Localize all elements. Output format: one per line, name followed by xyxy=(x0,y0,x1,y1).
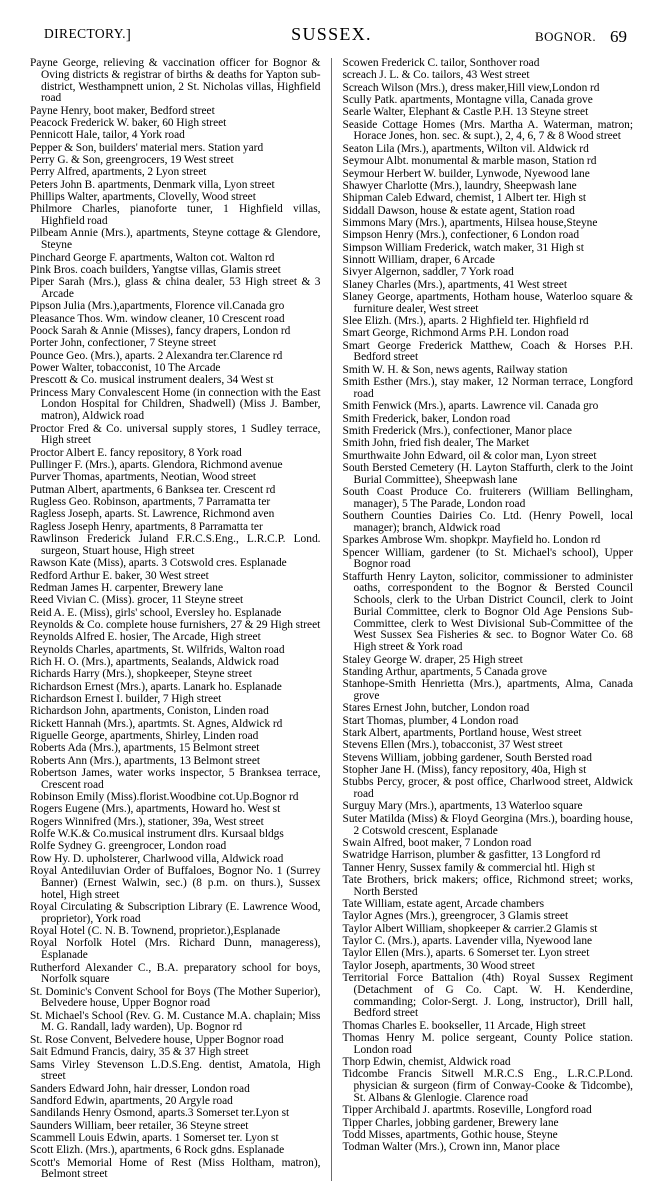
directory-entry: Robertson James, water works inspector, 5 Branksea terrace, Crescent road xyxy=(30,767,321,791)
directory-entry: South Bersted Cemetery (H. Layton Staffurth, clerk to the Joint Burial Committee), Sheepwash lane xyxy=(342,461,633,486)
directory-entry: Slaney George, apartments, Hotham house, Waterloo square & furniture dealer, West street xyxy=(342,290,633,315)
directory-entry: Siddall Dawson, house & estate agent, Station road xyxy=(342,204,575,217)
directory-entry: Redford Arthur E. baker, 30 West street xyxy=(30,569,209,582)
directory-entry: Rawson Kate (Miss), aparts. 3 Cotswold cres. Esplanade xyxy=(30,557,287,570)
directory-entry: Reid A. E. (Miss), girls' school, Eversley ho. Esplanade xyxy=(30,606,282,619)
directory-entry: Taylor Ellen (Mrs.), aparts. 6 Somerset ter. Lyon street xyxy=(342,947,590,960)
directory-entry: Surguy Mary (Mrs.), apartments, 13 Waterloo square xyxy=(342,800,583,813)
directory-entry: Power Walter, tobacconist, 10 The Arcade xyxy=(30,362,221,375)
directory-entry: Thorp Edwin, chemist, Aldwick road xyxy=(342,1056,511,1069)
directory-entry: Rogers Winnifred (Mrs.), stationer, 39a, West street xyxy=(30,815,264,828)
directory-entry: Reed Vivian C. (Miss). grocer, 11 Steyne street xyxy=(30,594,244,607)
directory-entry: Richardson Ernest I. builder, 7 High street xyxy=(30,692,222,705)
directory-entry: Staffurth Henry Layton, solicitor, commissioner to administer oaths, correspondent to the Bognor & Bersted Council Schools, clerk to the Urban District Council, clerk to Joint Burial Committee, clerk to Bognor Old Age Pensions Sub-Committee, clerk to West Divisional Sub-Committee of the West Sussex Sea Fisheries & sec. to Bognor Water Co. 68 High street & York road xyxy=(342,570,633,654)
directory-entry: Putman Albert, apartments, 6 Banksea ter. Crescent rd xyxy=(30,483,276,496)
directory-entry: Richards Harry (Mrs.), shopkeeper, Steyne street xyxy=(30,668,252,681)
directory-entry: Pinchard George F. apartments, Walton cot. Walton rd xyxy=(30,251,275,264)
directory-entry: Swain Alfred, boot maker, 7 London road xyxy=(342,836,532,849)
directory-entry: Ragless Joseph, aparts. St. Lawrence, Richmond aven xyxy=(30,508,275,521)
directory-entry: Stevens William, jobbing gardener, South Bersted road xyxy=(342,751,592,764)
directory-entry: Proctor Albert E. fancy repository, 8 York road xyxy=(30,446,242,459)
directory-entry: Philmore Charles, pianoforte tuner, 1 Highfield villas, Highfield road xyxy=(30,203,321,228)
directory-entry: Pullinger F. (Mrs.), aparts. Glendora, Richmond avenue xyxy=(30,459,283,471)
directory-entry: Staley George W. draper, 25 High street xyxy=(342,653,523,666)
directory-entry: Sandilands Henry Osmond, aparts.3 Somerset ter.Lyon st xyxy=(30,1107,290,1120)
directory-entry: Stark Albert, apartments, Portland house, West street xyxy=(342,727,582,739)
directory-entry: Smith Fenwick (Mrs.), aparts. Lawrence vil. Canada gro xyxy=(342,400,599,413)
directory-entry: Thomas Henry M. police sergeant, County Police station. London road xyxy=(342,1032,633,1056)
directory-entry: Stopher Jane H. (Miss), fancy repository, 40a, High st xyxy=(342,764,587,777)
directory-entry: Smurthwaite John Edward, oil & color man, Lyon street xyxy=(342,449,597,462)
directory-entry: Rawlinson Frederick Juland F.R.C.S.Eng., L.R.C.P. Lond. surgeon, Stuart house, High street xyxy=(30,533,321,557)
running-head-place: BOGNOR. xyxy=(535,29,596,44)
directory-entry: Riguelle George, apartments, Shirley, Linden road xyxy=(30,729,259,742)
directory-entry: Saunders William, beer retailer, 36 Steyne street xyxy=(30,1119,249,1132)
directory-entry: Peacock Frederick W. baker, 60 High street xyxy=(30,116,227,129)
directory-entry: Smith John, fried fish dealer, The Market xyxy=(342,437,530,450)
directory-column-left xyxy=(30,58,332,1181)
directory-entry: Payne Henry, boot maker, Bedford street xyxy=(30,104,215,117)
directory-entry: Smart George Frederick Matthew, Coach & Horses P.H. Bedford street xyxy=(342,339,633,364)
directory-entry: Reynolds Charles, apartments, St. Wilfrids, Walton road xyxy=(30,643,285,656)
directory-entry: Royal Antediluvian Order of Buffaloes, Bognor No. 1 (Surrey Banner) (Ernest Walwin, sec.) (8 p.m. on thurs.), Sussex hotel, High street xyxy=(30,865,321,901)
directory-entry: Richardson Ernest (Mrs.), aparts. Lanark ho. Esplanade xyxy=(30,680,282,693)
directory-entry: Shawyer Charlotte (Mrs.), laundry, Sheepwash lane xyxy=(342,179,577,192)
directory-entry: Smith Frederick (Mrs.), confectioner, Manor place xyxy=(342,424,572,437)
directory-entry: Swatridge Harrison, plumber & gasfitter, 13 Longford rd xyxy=(342,849,601,862)
directory-entry: Perry Alfred, apartments, 2 Lyon street xyxy=(30,166,207,179)
directory-entry: Perry G. & Son, greengrocers, 19 West street xyxy=(30,153,234,166)
directory-entry: Sait Edmund Francis, dairy, 35 & 37 High street xyxy=(30,1046,249,1059)
directory-entry: Rickett Hannah (Mrs.), apartmts. St. Agnes, Aldwick rd xyxy=(30,717,283,730)
directory-entry: Prescott & Co. musical instrument dealers, 34 West st xyxy=(30,374,274,387)
directory-entry: Pennicott Hale, tailor, 4 York road xyxy=(30,129,185,142)
directory-entry: Scammell Louis Edwin, aparts. 1 Somerset ter. Lyon st xyxy=(30,1131,279,1144)
directory-entry: Stanhope-Smith Henrietta (Mrs.), apartments, Alma, Canada grove xyxy=(342,678,633,702)
directory-entry: Scott's Memorial Home of Rest (Miss Holtham, matron), Belmont street xyxy=(30,1156,321,1181)
directory-entry: Slaney Charles (Mrs.), apartments, 41 West street xyxy=(342,278,567,291)
directory-entry: Ragless Joseph Henry, apartments, 8 Parramatta ter xyxy=(30,520,263,533)
directory-entry: Scowen Frederick C. tailor, Sonthover road xyxy=(342,57,540,69)
directory-entry: Rogers Eugene (Mrs.), apartments, Howard ho. West st xyxy=(30,803,281,816)
directory-entry: Stares Ernest John, butcher, London road xyxy=(342,702,530,715)
directory-entry: Rolfe Sydney G. greengrocer, London road xyxy=(30,840,227,853)
directory-entry: screach J. L. & Co. tailors, 43 West street xyxy=(342,69,530,82)
directory-entry: Pipson Julia (Mrs.),apartments, Florence vil.Canada gro xyxy=(30,300,285,313)
directory-entry: Smart George, Richmond Arms P.H. London road xyxy=(342,327,569,340)
directory-entry: Smith Esther (Mrs.), stay maker, 12 Norman terrace, Longford road xyxy=(342,376,633,400)
directory-entry: Tate Brothers, brick makers; office, Richmond street; works, North Bersted xyxy=(342,873,633,898)
directory-entry: Screach Wilson (Mrs.), dress maker,Hill view,London rd xyxy=(342,81,600,94)
directory-entry: Taylor Albert William, shopkeeper & carrier.2 Glamis st xyxy=(342,922,598,935)
directory-entry: Seaton Lila (Mrs.), apartments, Wilton vil. Aldwick rd xyxy=(342,142,589,155)
directory-entry: Taylor Joseph, apartments, 30 Wood street xyxy=(342,959,535,972)
directory-entry: Redman James H. carpenter, Brewery lane xyxy=(30,581,224,594)
directory-entry: Tidcombe Francis Sitwell M.R.C.S Eng., L.R.C.P.Lond. physician & surgeon (firm of Conway-Cooke & Tidcombe), St. Albans & Glenlogie. Clarence road xyxy=(342,1068,633,1104)
directory-entry: Seymour Herbert W. builder, Lynwode, Nyewood lane xyxy=(342,167,590,180)
directory-entry: Proctor Fred & Co. universal supply stores, 1 Sudley terrace, High street xyxy=(30,422,321,447)
directory-entry: Searle Walter, Elephant & Castle P.H. 13 Steyne street xyxy=(342,106,589,119)
directory-entry: Taylor Agnes (Mrs.), greengrocer, 3 Glamis street xyxy=(342,910,569,923)
directory-entry: Spencer William, gardener (to St. Michael's school), Upper Bognor road xyxy=(342,546,633,571)
directory-entry: Princess Mary Convalescent Home (in connection with the East London Hospital for Children, Shadwell) (Miss J. Bamber, matron), Aldwick road xyxy=(30,386,321,423)
directory-entry: Tanner Henry, Sussex family & commercial htl. High st xyxy=(342,861,595,874)
directory-entry: Royal Hotel (C. N. B. Townend, proprietor.),Esplanade xyxy=(30,925,281,938)
directory-entry: Smith W. H. & Son, news agents, Railway station xyxy=(342,363,568,376)
directory-entry: Sams Virley Stevenson L.D.S.Eng. dentist, Amatola, High street xyxy=(30,1058,321,1083)
directory-entry: Phillips Walter, apartments, Clovelly, Wood street xyxy=(30,191,256,203)
directory-entry: Stevens Ellen (Mrs.), tobacconist, 37 West street xyxy=(342,739,563,752)
directory-entry: Sparkes Ambrose Wm. shopkpr. Mayfield ho. London rd xyxy=(342,534,601,547)
running-head-right xyxy=(535,27,627,47)
page-number: 69 xyxy=(610,27,627,46)
directory-entry: Royal Norfolk Hotel (Mrs. Richard Dunn, manageress), Esplanade xyxy=(30,937,321,962)
directory-entry: Reynolds & Co. complete house furnishers, 27 & 29 High street xyxy=(30,618,321,631)
directory-entry: Slee Elizh. (Mrs.), aparts. 2 Highfield ter. Highfield rd xyxy=(342,315,589,328)
directory-entry: Territorial Force Battalion (4th) Royal Sussex Regiment (Detachment of G Co. Capt. W. H. Kenderdine, commanding; Color-Sergt. J. Long, instructor), Drill hall, Bedford street xyxy=(342,972,633,1020)
directory-entry: St. Rose Convent, Belvedere house, Upper Bognor road xyxy=(30,1033,284,1046)
directory-entry: Taylor C. (Mrs.), aparts. Lavender villa, Nyewood lane xyxy=(342,935,593,948)
directory-entry: Tipper Charles, jobbing gardener, Brewery lane xyxy=(342,1116,559,1129)
directory-entry: Pounce Geo. (Mrs.), aparts. 2 Alexandra ter.Clarence rd xyxy=(30,349,283,362)
directory-entry: Start Thomas, plumber, 4 London road xyxy=(342,714,519,727)
directory-entry: Rutherford Alexander C., B.A. preparatory school for boys, Norfolk square xyxy=(30,961,321,986)
directory-entry: Todman Walter (Mrs.), Crown inn, Manor place xyxy=(342,1141,560,1154)
directory-entry: Todd Misses, apartments, Gothic house, Steyne xyxy=(342,1129,558,1141)
directory-entry: Pepper & Son, builders' material mers. Station yard xyxy=(30,141,264,154)
directory-entry: Payne George, relieving & vaccination officer for Bognor & Oving districts & registrar of births & deaths for Yapton sub-district, Westhampnett union, 2 St. Nicholas villas, Highfield road xyxy=(30,57,321,105)
running-head-title: SUSSEX. xyxy=(291,24,372,44)
directory-entry: Pleasance Thos. Wm. window cleaner, 10 Crescent road xyxy=(30,312,285,325)
directory-entry: Sivyer Algernon, saddler, 7 York road xyxy=(342,266,514,279)
directory-entry: Reynolds Alfred E. hosier, The Arcade, High street xyxy=(30,631,261,644)
directory-entry: Seaside Cottage Homes (Mrs. Martha A. Waterman, matron; Horace Jones, hon. sec. & supt.), 2, 4, 6, 7 & 8 Wood street xyxy=(342,118,633,143)
directory-entry: South Coast Produce Co. fruiterers (William Bellingham, manager), 5 The Parade, London road xyxy=(342,486,633,510)
directory-entry: St. Dominic's Convent School for Boys (The Mother Superior), Belvedere house, Upper Bognor road xyxy=(30,985,321,1010)
directory-entry: Robinson Emily (Miss).florist.Woodbine cot.Up.Bognor rd xyxy=(30,791,299,804)
directory-column-right xyxy=(332,58,634,1154)
directory-entry: Rugless Geo. Robinson, apartments, 7 Parramatta ter xyxy=(30,496,271,509)
directory-entry: Roberts Ann (Mrs.), apartments, 13 Belmont street xyxy=(30,754,261,767)
directory-entry: Roberts Ada (Mrs.), apartments, 15 Belmont street xyxy=(30,742,260,755)
directory-entry: Richardson John, apartments, Coniston, Linden road xyxy=(30,705,269,718)
directory-entry: Scott Elizh. (Mrs.), apartments, 6 Rock gdns. Esplanade xyxy=(30,1144,285,1157)
directory-entry: Shipman Caleb Edward, chemist, 1 Albert ter. High st xyxy=(342,192,587,205)
running-head-bracket: ] xyxy=(125,27,132,43)
directory-entry: Scully Patk. apartments, Montagne villa, Canada grove xyxy=(342,94,593,107)
directory-entry: Tate William, estate agent, Arcade chambers xyxy=(342,898,545,911)
directory-entry: Pink Bros. coach builders, Yangtse villas, Glamis street xyxy=(30,263,281,276)
directory-entry: Suter Matilda (Miss) & Floyd Georgina (Mrs.), boarding house, 2 Cotswold crescent, Esplanade xyxy=(342,812,633,837)
directory-entry: Simpson Henry (Mrs.), confectioner, 6 London road xyxy=(342,229,580,242)
directory-columns xyxy=(30,57,633,1181)
directory-entry: Tipper Archibald J. apartmts. Roseville, Longford road xyxy=(342,1104,592,1117)
directory-entry: Poock Sarah & Annie (Misses), fancy drapers, London rd xyxy=(30,325,291,337)
directory-entry: Peters John B. apartments, Denmark villa, Lyon street xyxy=(30,178,275,191)
directory-entry: Pilbeam Annie (Mrs.), apartments, Steyne cottage & Glendore, Steyne xyxy=(30,227,321,252)
directory-entry: Piper Sarah (Mrs.), glass & china dealer, 53 High street & 3 Arcade xyxy=(30,276,321,300)
directory-entry: Royal Circulating & Subscription Library (E. Lawrence Wood, proprietor), York road xyxy=(30,901,321,925)
directory-entry: St. Michael's School (Rev. G. M. Custance M.A. chaplain; Miss M. G. Randall, lady warden), Up. Bognor rd xyxy=(30,1009,321,1034)
directory-entry: Simmons Mary (Mrs.), apartments, Hilsea house,Steyne xyxy=(342,216,598,229)
directory-entry: Row Hy. D. upholsterer, Charlwood villa, Aldwick road xyxy=(30,852,284,865)
directory-entry: Rolfe W.K.& Co.musical instrument dlrs. Kursaal bldgs xyxy=(30,828,284,841)
directory-entry: Sanders Edward John, hair dresser, London road xyxy=(30,1082,250,1095)
directory-entry: Seymour Albt. monumental & marble mason, Station rd xyxy=(342,155,597,168)
directory-entry: Southern Counties Dairies Co. Ltd. (Henry Powell, local manager); branch, Aldwick road xyxy=(342,510,633,534)
directory-entry: Sinnott William, draper, 6 Arcade xyxy=(342,253,495,266)
directory-entry: Simpson William Frederick, watch maker, 31 High st xyxy=(342,241,584,254)
running-head-left-label: DIRECTORY. xyxy=(44,26,126,41)
directory-entry: Stubbs Percy, grocer, & post office, Charlwood street, Aldwick road xyxy=(342,776,633,801)
directory-entry: Smith Frederick, baker, London road xyxy=(342,412,511,425)
directory-entry: Thomas Charles E. bookseller, 11 Arcade, High street xyxy=(342,1019,586,1032)
directory-entry: Standing Arthur, apartments, 5 Canada grove xyxy=(342,665,547,678)
running-head xyxy=(30,26,633,52)
directory-entry: Rich H. O. (Mrs.), apartments, Sealands, Aldwick road xyxy=(30,655,279,668)
directory-entry: Purver Thomas, apartments, Neotian, Wood street xyxy=(30,471,257,484)
directory-entry: Sandford Edwin, apartments, 20 Argyle road xyxy=(30,1094,233,1107)
directory-entry: Porter John, confectioner, 7 Steyne street xyxy=(30,337,217,350)
